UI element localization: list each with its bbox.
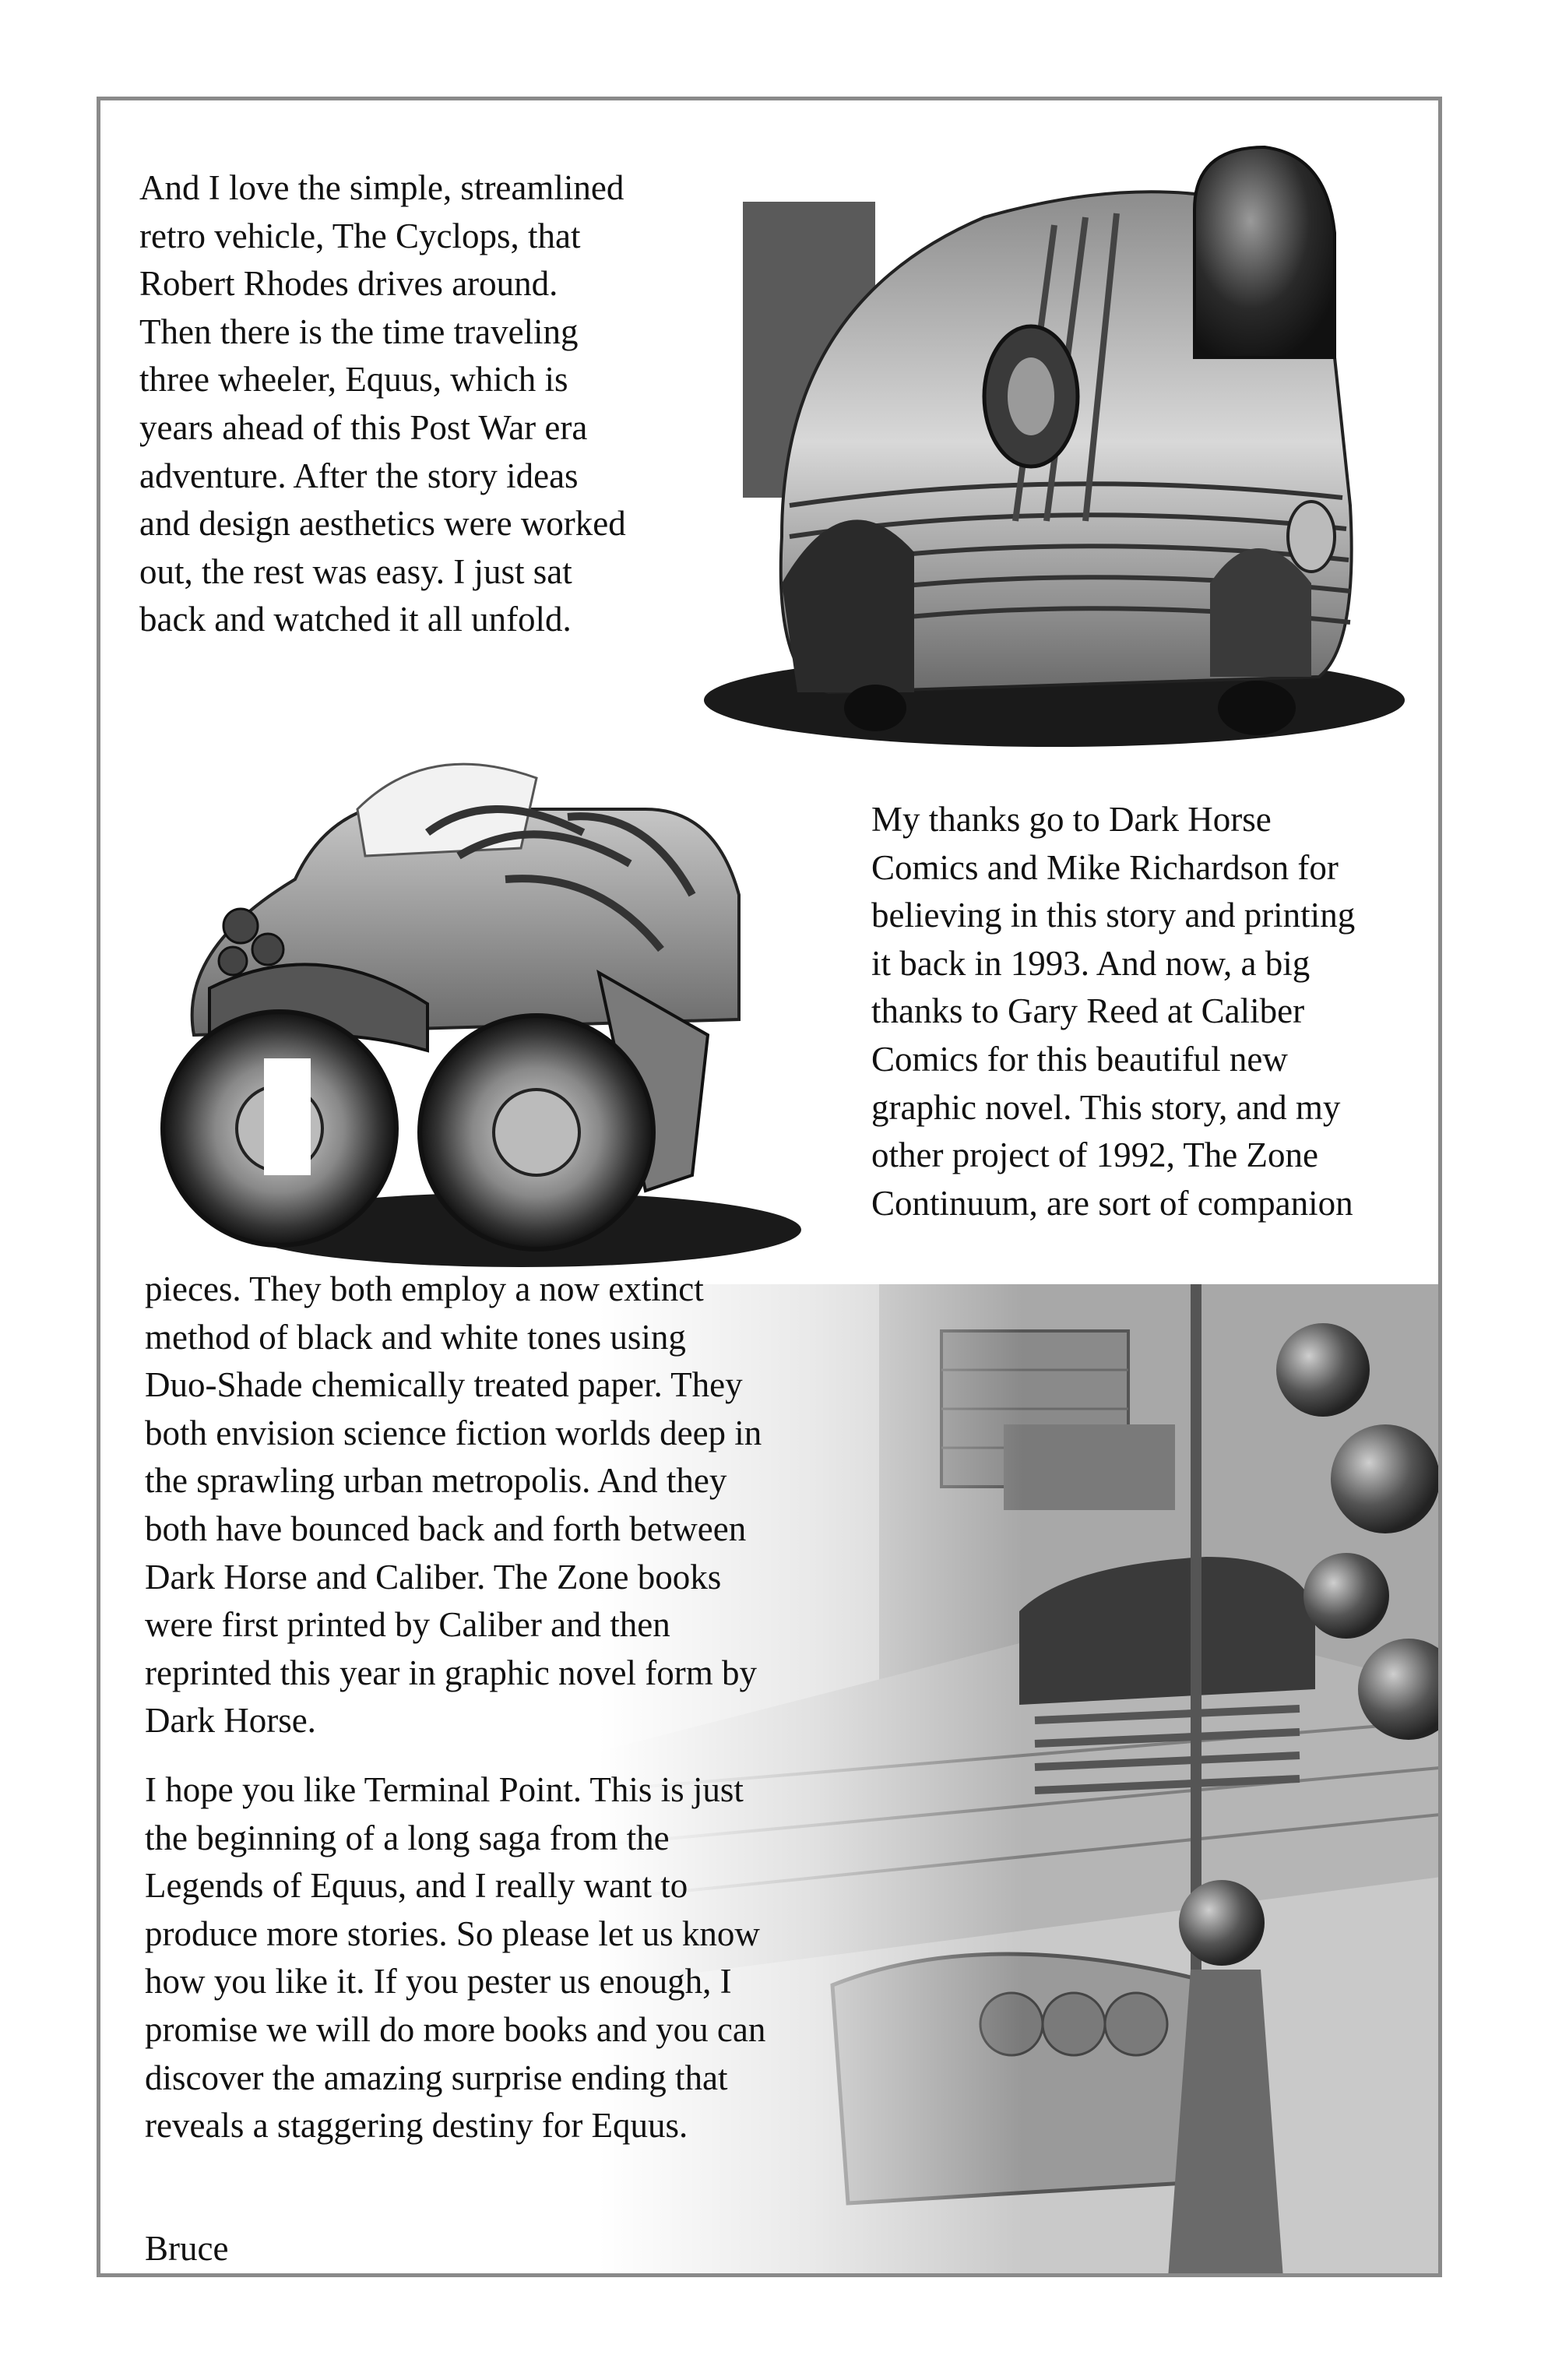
text-line: reprinted this year in graphic novel form by bbox=[145, 1653, 758, 1692]
text-line: it back in 1993. And now, a big bbox=[871, 943, 1311, 983]
paragraph-cyclops bbox=[139, 164, 626, 644]
text-line: Duo-Shade chemically treated paper. They bbox=[145, 1365, 743, 1405]
text-line: graphic novel. This story, and my bbox=[871, 1087, 1341, 1127]
text-line: produce more stories. So please let us know bbox=[145, 1914, 760, 1953]
signature: Bruce bbox=[145, 2229, 229, 2268]
equus-three-wheeler-illustration bbox=[100, 692, 817, 1284]
text-line: believing in this story and printing bbox=[871, 896, 1356, 935]
text-line: back and watched it all unfold. bbox=[139, 600, 572, 639]
text-line: retro vehicle, The Cyclops, that bbox=[139, 216, 581, 255]
text-line: Dark Horse and Caliber. The Zone books bbox=[145, 1557, 722, 1597]
text-line: adventure. After the story ideas bbox=[139, 456, 579, 495]
text-line: years ahead of this Post War era bbox=[139, 407, 588, 447]
paragraph-companion-pieces bbox=[145, 1266, 762, 1745]
text-line: And I love the simple, streamlined bbox=[139, 168, 624, 207]
text-line: the sprawling urban metropolis. And they bbox=[145, 1461, 727, 1501]
text-line: Continuum, are sort of companion bbox=[871, 1183, 1353, 1223]
text-line: Comics and Mike Richardson for bbox=[871, 847, 1339, 887]
text-line: three wheeler, Equus, which is bbox=[139, 360, 568, 400]
text-line: promise we will do more books and you can bbox=[145, 2009, 766, 2049]
text-line: Legends of Equus, and I really want to bbox=[145, 1866, 688, 1906]
paragraph-terminal-point bbox=[145, 1766, 765, 2150]
cyclops-vehicle-illustration bbox=[649, 100, 1442, 778]
text-line: other project of 1992, The Zone bbox=[871, 1135, 1318, 1175]
page-frame bbox=[97, 97, 1442, 2277]
text-line: discover the amazing surprise ending that bbox=[145, 2058, 728, 2097]
text-line: both envision science fiction worlds deep in bbox=[145, 1413, 762, 1452]
text-line: out, the rest was easy. I just sat bbox=[139, 551, 572, 591]
text-line: were first printed by Caliber and then bbox=[145, 1605, 670, 1645]
text-line: Comics for this beautiful new bbox=[871, 1039, 1288, 1079]
text-line: reveals a staggering destiny for Equus. bbox=[145, 2106, 688, 2146]
text-line: Then there is the time traveling bbox=[139, 312, 579, 351]
text-line: Robert Rhodes drives around. bbox=[139, 264, 558, 304]
text-line: both have bounced back and forth between bbox=[145, 1509, 747, 1548]
text-line: pieces. They both employ a now extinct bbox=[145, 1269, 704, 1308]
text-line: the beginning of a long saga from the bbox=[145, 1818, 670, 1857]
text-line: thanks to Gary Reed at Caliber bbox=[871, 991, 1305, 1031]
text-line: method of black and white tones using bbox=[145, 1317, 686, 1357]
text-line: Dark Horse. bbox=[145, 1701, 316, 1741]
paragraph-thanks bbox=[871, 796, 1355, 1227]
text-line: I hope you like Terminal Point. This is just bbox=[145, 1770, 744, 1809]
text-line: how you like it. If you pester us enough, I bbox=[145, 1962, 732, 2002]
text-line: and design aesthetics were worked bbox=[139, 504, 626, 544]
text-line: My thanks go to Dark Horse bbox=[871, 800, 1272, 839]
